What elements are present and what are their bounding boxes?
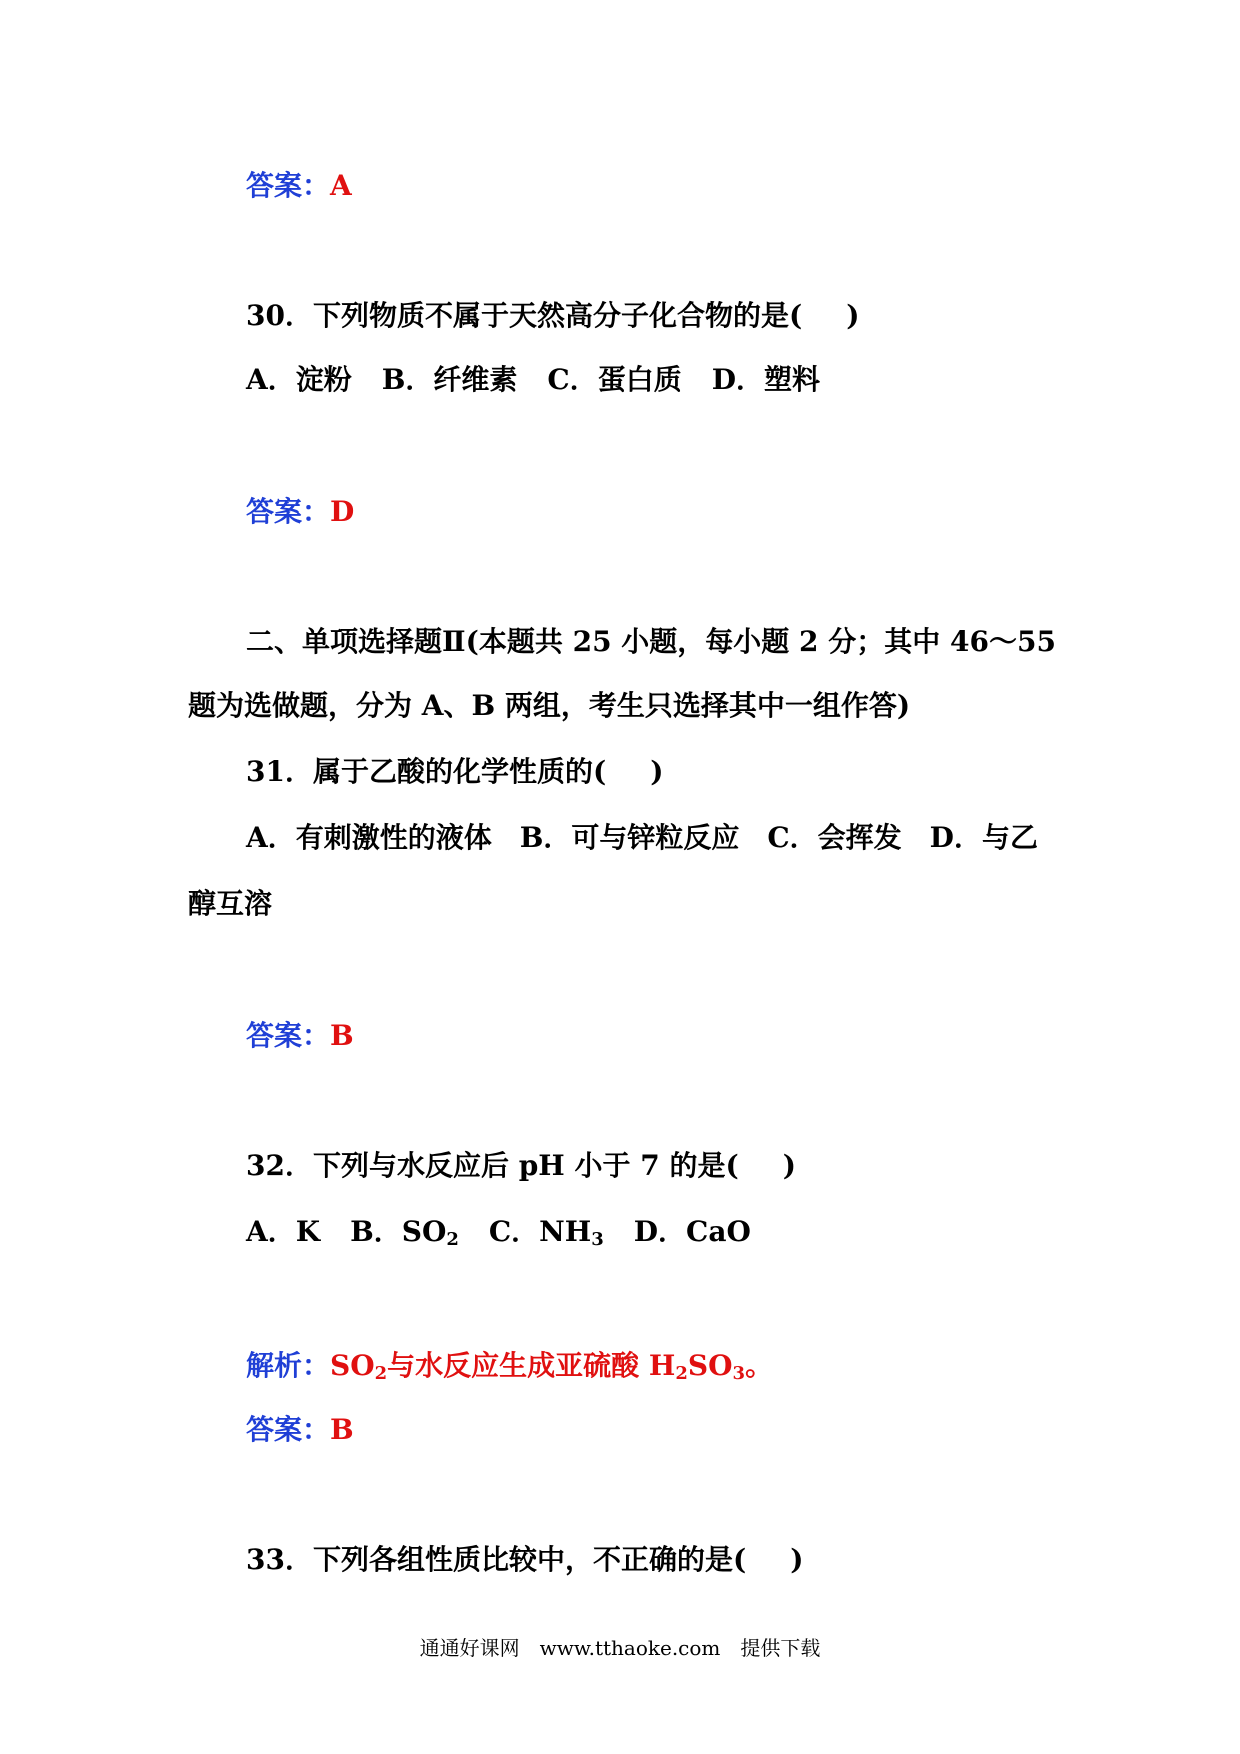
option-a: A．K [246,1215,321,1248]
question-32-options [246,1212,781,1252]
question-text: 30．下列物质不属于天然高分子化合物的是( [246,299,803,332]
explanation-text: $SO_2$与水反应生成亚硫酸 $H_2SO_3$。 [330,1349,774,1384]
paren-close: ) [650,755,664,788]
question-text: 33．下列各组性质比较中，不正确的是( [246,1543,747,1576]
question-31-options-line2: 醇互溶 [188,887,273,920]
answer-label: 答案： [246,169,331,202]
answer-label: 答案： [246,495,331,528]
question-33-stem [246,1540,803,1580]
option-a: A．淀粉 [246,363,352,396]
section-heading-line2: 题为选做题，分为 A、B 两组，考生只选择其中一组作答) [188,689,911,722]
answer-32 [246,1410,354,1450]
section-heading-line1: 二、单项选择题Ⅱ(本题共 25 小题，每小题 2 分；其中 46～55 [246,625,1056,658]
paren-close: ) [846,299,860,332]
paren-close: ) [782,1149,796,1182]
answer-29 [246,166,352,206]
option-b: B．$SO_2$ [350,1215,459,1250]
page-footer: 通通好课网 www.tthaoke.com 提供下载 [419,1636,821,1660]
option-c: C．蛋白质 [547,363,682,396]
answer-value: B [330,1413,354,1446]
answer-31 [246,1016,354,1056]
option-c: C．$NH_3$ [488,1215,604,1250]
question-31-options-line1: A．有刺激性的液体 B．可与锌粒反应 C．会挥发 D．与乙 [246,821,1038,854]
answer-value: A [330,169,352,202]
question-30-stem [246,296,859,336]
answer-label: 答案： [246,1019,331,1052]
question-32-stem [246,1146,796,1186]
explanation-32 [246,1346,773,1386]
question-text: 32．下列与水反应后 pH 小于 7 的是( [246,1149,739,1182]
option-d: D．CaO [633,1215,751,1248]
option-b: B．纤维素 [381,363,518,396]
question-31-stem [246,752,663,792]
option-d: D．塑料 [711,363,820,396]
question-text: 31．属于乙酸的化学性质的( [246,755,607,788]
paren-close: ) [790,1543,804,1576]
answer-label: 答案： [246,1413,331,1446]
question-30-options [246,360,850,400]
answer-value: B [330,1019,354,1052]
explanation-label: 解析： [246,1349,331,1382]
answer-value: D [330,495,355,528]
answer-30 [246,492,354,532]
